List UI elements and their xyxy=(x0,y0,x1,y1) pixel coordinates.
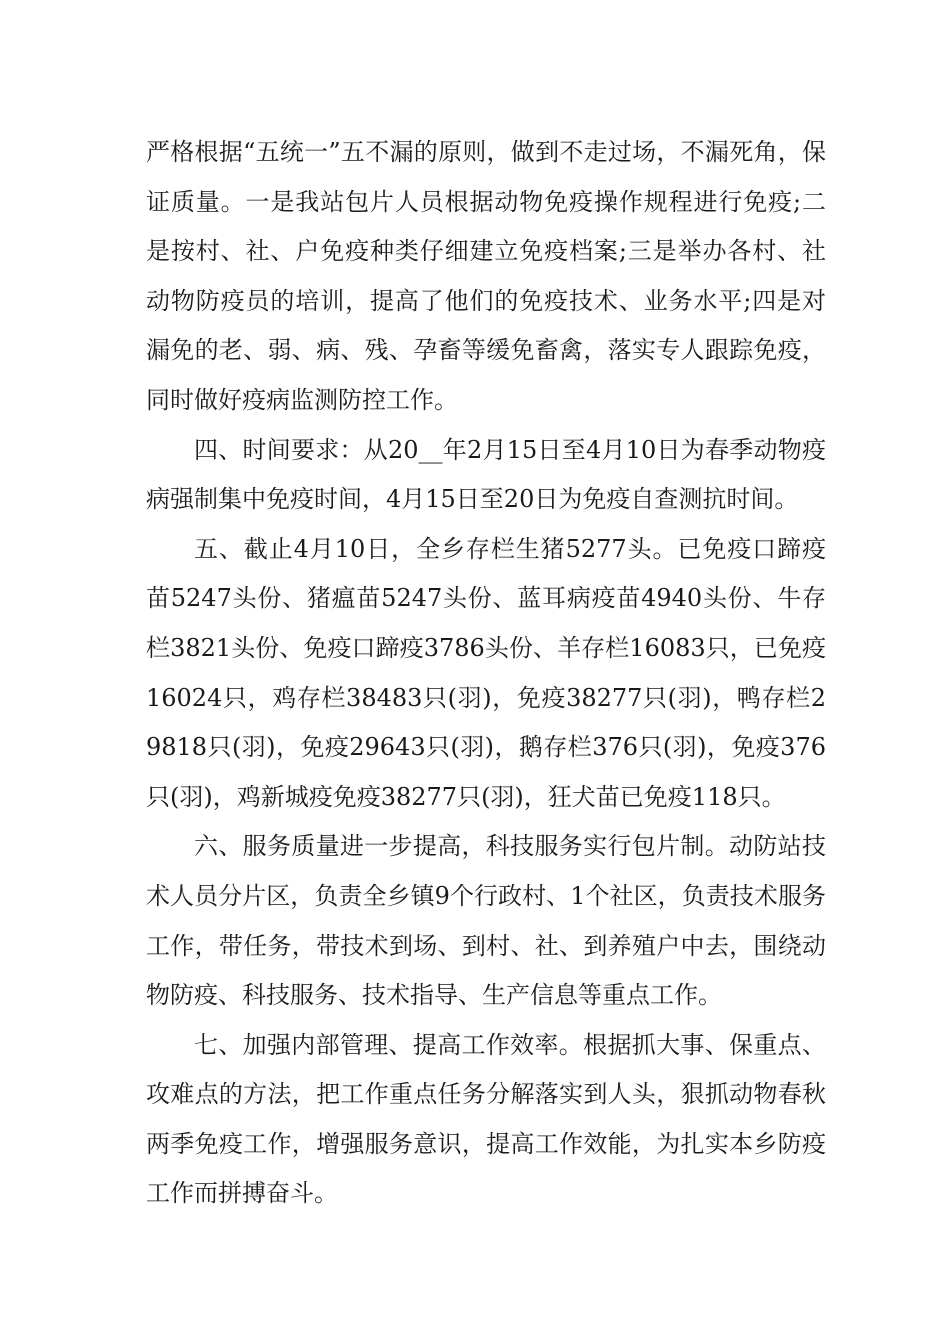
paragraph-internal-management: 七、加强内部管理、提高工作效率。根据抓大事、保重点、攻难点的方法，把工作重点任务分解落实到人头，狠抓动物春秋两季免疫工作，增强服务意识，提高工作效能，为扎实本乡防疫工作而拼搏奋斗。 xyxy=(146,1030,826,1208)
paragraph-time-requirements: 四、时间要求：从20__年2月15日至4月10日为春季动物疫病强制集中免疫时间，4月15日至20日为免疫自查测抗时间。 xyxy=(146,435,826,514)
paragraph-service-quality: 六、服务质量进一步提高，科技服务实行包片制。动防站技术人员分片区，负责全乡镇9个行政村、1个社区，负责技术服务工作，带任务，带技术到场、到村、社、到养殖户中去，围绕动物防疫、科技服务、技术指导、生产信息等重点工作。 xyxy=(146,832,826,1010)
paragraph-principles: 严格根据“五统一”五不漏的原则，做到不走过场，不漏死角，保证质量。一是我站包片人员根据动物免疫操作规程进行免疫;二是按村、社、户免疫种类仔细建立免疫档案;三是举办各村、社动物防疫员的培训，提高了他们的免疫技术、业务水平;四是对漏免的老、弱、病、残、孕畜等缓免畜禽，落实专人跟踪免疫，同时做好疫病监测防控工作。 xyxy=(146,138,826,414)
paragraph-immunization-statistics: 五、截止4月10日，全乡存栏生猪5277头。已免疫口蹄疫苗5247头份、猪瘟苗5247头份、蓝耳病疫苗4940头份、牛存栏3821头份、免疫口蹄疫3786头份、羊存栏16083只，已免疫16024只，鸡存栏38483只(羽)，免疫38277只(羽)，鸭存栏29818只(羽)，免疫29643只(羽)，鹅存栏376只(羽)，免疫376只(羽)，鸡新城疫免疫38277只(羽)，狂犬苗已免疫118只。 xyxy=(146,534,826,811)
document-body xyxy=(146,128,826,1219)
